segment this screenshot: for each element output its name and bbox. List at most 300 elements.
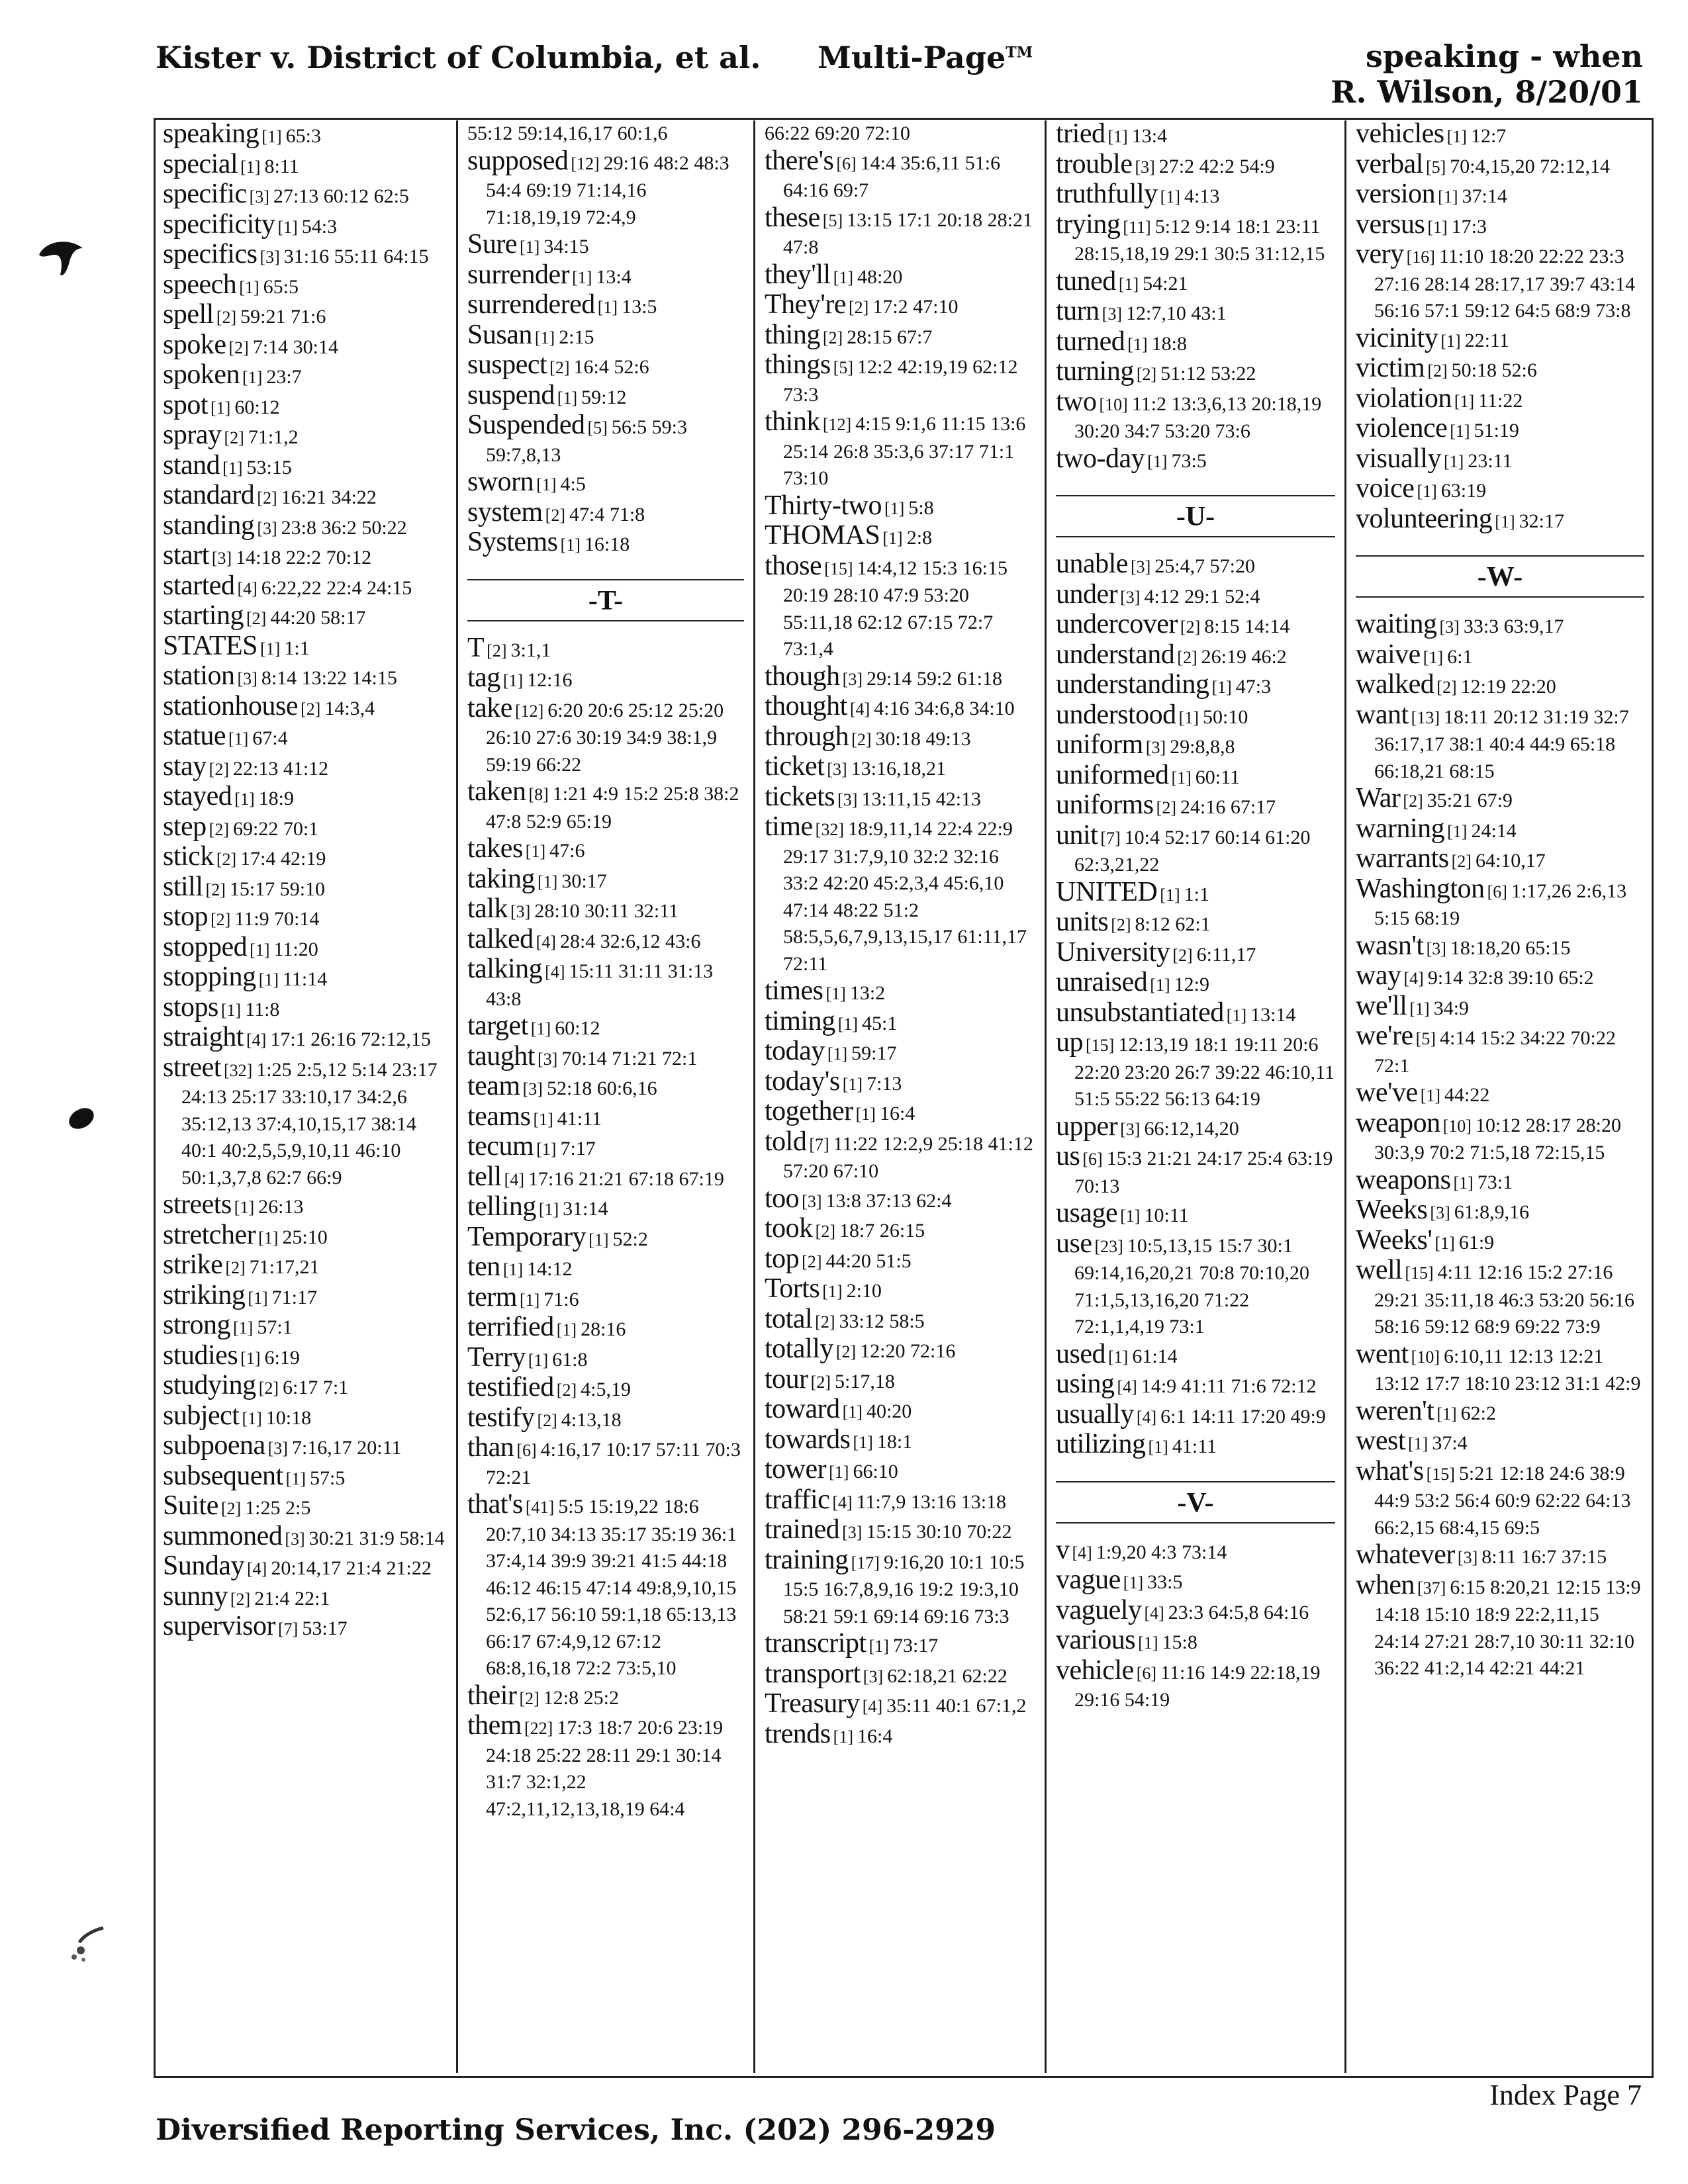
occurrence-count: [1]	[234, 1198, 255, 1217]
occurrence-count: [1]	[1147, 451, 1168, 471]
index-term: Terry	[467, 1342, 526, 1373]
index-entry	[1356, 1197, 1644, 1227]
page-line-refs: 62:18,21 62:22	[887, 1664, 1008, 1687]
page-line-refs: 10:18	[265, 1406, 312, 1429]
index-entry	[765, 1658, 1035, 1691]
occurrence-count: [3]	[837, 790, 858, 809]
page-line-refs: 10:5,13,15 15:7 30:1 69:14,16,20,21 70:8 70:10,20 71:1,5,13,16,20 71:22 72:1,1,4,19 73:1	[1074, 1234, 1310, 1338]
index-entry	[467, 291, 744, 322]
index-entry	[1356, 641, 1644, 672]
occurrence-count: [1]	[1440, 331, 1461, 351]
index-entry	[163, 329, 447, 362]
occurrence-count: [1]	[1120, 1206, 1141, 1226]
page-line-refs: 8:11 16:7 37:15	[1481, 1546, 1607, 1568]
index-term: supposed	[467, 145, 569, 176]
occurrence-count: [3]	[285, 1529, 305, 1549]
index-term: surrendered	[467, 289, 595, 320]
occurrence-count: [1]	[234, 790, 255, 809]
page-line-refs: 60:11	[1195, 766, 1241, 788]
page-line-refs: 70:4,15,20 72:12,14	[1450, 155, 1610, 177]
index-term: totally	[765, 1334, 833, 1364]
index-entry	[163, 630, 447, 663]
page-line-refs: 18:9,11,14 22:4 22:9 29:17 31:7,9,10 32:2 32:16 33:2 42:20 45:2,3,4 45:6,10 47:14 48:22 51:2 58:5,5,6,7,9,13,15,17 61:11,17 72:11	[783, 818, 1027, 975]
occurrence-count: [1]	[853, 1432, 873, 1452]
index-term: special	[163, 148, 238, 179]
occurrence-count: [6]	[1082, 1150, 1103, 1169]
index-term: when	[1356, 1569, 1415, 1600]
index-term: under	[1056, 578, 1118, 610]
occurrence-count: [1]	[1171, 768, 1192, 788]
index-entry	[765, 492, 1035, 523]
occurrence-count: [1]	[536, 475, 557, 494]
occurrence-count: [1]	[1447, 821, 1468, 841]
index-entry	[467, 895, 744, 926]
page-line-refs: 22:11	[1464, 329, 1509, 351]
section-heading	[467, 579, 744, 621]
occurrence-count: [3]	[1135, 157, 1155, 177]
index-entry	[765, 1718, 1035, 1751]
page-line-refs: 40:20	[866, 1400, 912, 1422]
page-line-refs: 34:9	[1433, 997, 1470, 1019]
page-line-refs: 54:21	[1143, 272, 1188, 295]
index-entry	[765, 1544, 1035, 1631]
occurrence-count: [8]	[528, 785, 549, 804]
occurrence-count: [4]	[237, 578, 258, 598]
page-line-refs: 15:11 31:11 31:13 43:8	[486, 960, 714, 1010]
page-line-refs: 52:18 60:6,16	[546, 1077, 657, 1099]
index-term: whatever	[1356, 1539, 1455, 1570]
index-entry	[163, 1460, 447, 1493]
occurrence-count: [1]	[1434, 1233, 1455, 1253]
index-entry	[1056, 876, 1335, 909]
page-line-refs: 12:7	[1470, 125, 1507, 147]
page-line-refs: 1:21 4:9 15:2 25:8 38:2 47:8 52:9 65:19	[486, 783, 739, 833]
occurrence-count: [2]	[815, 1222, 835, 1241]
occurrence-count: [2]	[851, 729, 872, 749]
occurrence-count: [1]	[1127, 334, 1148, 354]
occurrence-count: [12]	[514, 701, 544, 721]
index-entry	[467, 1314, 744, 1344]
index-term: tell	[467, 1161, 502, 1192]
index-entry	[1056, 181, 1335, 211]
page-line-refs: 25:4,7 57:20	[1154, 555, 1255, 577]
index-entry	[1356, 1107, 1644, 1167]
index-column-5	[1344, 120, 1654, 2073]
index-entry	[1056, 1338, 1335, 1371]
index-term: understanding	[1056, 669, 1209, 700]
occurrence-count: [1]	[239, 277, 259, 297]
index-entry	[163, 1312, 447, 1342]
index-term: waiting	[1356, 609, 1437, 639]
index-term: we're	[1356, 1021, 1413, 1051]
index-term: talk	[467, 893, 508, 924]
occurrence-count: [1]	[1226, 1005, 1247, 1025]
index-term: team	[467, 1071, 520, 1101]
occurrence-count: [1]	[557, 388, 578, 408]
index-term: stationhouse	[163, 690, 298, 721]
index-entry	[1056, 936, 1335, 970]
occurrence-count: [3]	[1457, 1548, 1478, 1567]
occurrence-count: [1]	[1436, 1404, 1457, 1424]
index-entry	[1056, 999, 1335, 1030]
occurrence-count: [1]	[277, 217, 298, 237]
page-line-refs: 28:4 32:6,12 43:6	[559, 930, 701, 952]
index-entry	[1056, 1657, 1335, 1714]
occurrence-count: [2]	[487, 641, 507, 660]
index-entry	[163, 482, 447, 512]
occurrence-count: [2]	[1180, 617, 1201, 637]
index-term: ten	[467, 1251, 500, 1282]
index-term: using	[1056, 1369, 1115, 1399]
page-line-refs: 6:20 20:6 25:12 25:20 26:10 27:6 30:19 34:9 38:1,9 59:19 66:22	[486, 699, 724, 776]
index-term: spell	[163, 299, 214, 330]
index-term: top	[765, 1243, 800, 1274]
index-term: vague	[1056, 1565, 1121, 1595]
index-entry	[467, 1281, 744, 1314]
index-term: T	[467, 632, 485, 663]
occurrence-count: [3]	[267, 1439, 288, 1458]
occurrence-count: [2]	[224, 428, 244, 447]
section-heading	[1056, 1481, 1335, 1524]
index-entry	[1356, 611, 1644, 641]
page-line-refs: 71:6	[543, 1288, 579, 1310]
page-line-refs: 45:1	[862, 1012, 898, 1034]
occurrence-count: [32]	[815, 820, 844, 839]
index-entry	[163, 1372, 447, 1402]
page-line-refs: 11:16 14:9 22:18,19 29:16 54:19	[1074, 1661, 1321, 1711]
occurrence-count: [17]	[851, 1553, 880, 1572]
page-line-refs: 6:22,22 22:4 24:15	[261, 576, 412, 599]
index-term: tour	[765, 1363, 808, 1394]
page-line-refs: 41:11	[1172, 1435, 1217, 1457]
index-entry	[467, 412, 744, 469]
index-entry	[467, 632, 744, 665]
index-term: warning	[1356, 813, 1445, 844]
index-entry	[163, 964, 447, 994]
page-line-refs: 13:5	[622, 296, 657, 318]
occurrence-count: [5]	[822, 210, 843, 230]
occurrence-count: [7]	[1100, 828, 1121, 848]
index-entry	[163, 1054, 447, 1192]
index-entry	[467, 1221, 744, 1254]
page-line-refs: 30:18 49:13	[875, 727, 971, 750]
occurrence-count: [16]	[1406, 248, 1435, 267]
page-line-refs: 5:8	[908, 496, 934, 519]
index-entry	[163, 1191, 447, 1222]
page-line-refs: 6:10,11 12:13 12:21 13:12 17:7 18:10 23:12 31:1 42:9	[1374, 1345, 1641, 1394]
page-line-refs: 31:16 55:11 64:15	[283, 246, 429, 267]
page-line-refs: 14:3,4	[324, 697, 375, 719]
index-entry	[765, 1128, 1035, 1185]
index-term: went	[1356, 1338, 1409, 1369]
index-term: tuned	[1056, 265, 1116, 296]
occurrence-count: [1]	[519, 1290, 540, 1310]
occurrence-count: [10]	[1442, 1116, 1472, 1136]
occurrence-count: [1]	[1444, 451, 1464, 471]
index-term: suspect	[467, 349, 547, 380]
section-letter: -T-	[588, 585, 624, 616]
page-line-refs: 4:5,19	[581, 1379, 631, 1400]
index-entry	[1056, 445, 1335, 476]
page-line-refs: 35:21 67:9	[1427, 790, 1513, 811]
index-entry	[163, 389, 447, 422]
occurrence-count: [1]	[842, 1074, 863, 1094]
index-term: strike	[163, 1250, 223, 1280]
index-term: two-day	[1056, 443, 1145, 474]
index-entry	[765, 813, 1035, 978]
page-line-refs: 59:12	[581, 386, 627, 408]
occurrence-count: [4]	[1072, 1543, 1092, 1563]
occurrence-count: [37]	[1417, 1578, 1446, 1598]
occurrence-count: [1]	[1107, 127, 1128, 146]
index-term: verbal	[1356, 148, 1423, 179]
occurrence-count: [2]	[1436, 678, 1457, 697]
page-line-refs: 10:11	[1144, 1205, 1189, 1226]
index-entry	[765, 550, 1035, 663]
index-term: trying	[1056, 208, 1121, 240]
occurrence-count: [1]	[538, 1200, 559, 1219]
page-line-refs: 13:16,18,21	[851, 758, 946, 780]
index-term: two	[1056, 386, 1097, 417]
occurrence-count: [23]	[1094, 1236, 1123, 1256]
index-term: there's	[765, 145, 834, 176]
index-term: well	[1356, 1255, 1403, 1285]
index-entry	[1356, 503, 1644, 536]
page-line-refs: 14:18 22:2 70:12	[236, 547, 372, 569]
index-entry	[467, 1073, 744, 1103]
page-line-refs: 8:11	[264, 155, 299, 177]
index-entry	[467, 1040, 744, 1073]
index-column-3	[753, 120, 1045, 2073]
occurrence-count: [1]	[882, 529, 903, 548]
index-entry	[1356, 241, 1644, 325]
index-term: think	[765, 406, 820, 437]
page-line-refs: 12:9	[1174, 974, 1209, 995]
index-term: Thirty-two	[765, 490, 882, 521]
page-line-refs: 11:9 70:14	[234, 908, 320, 930]
index-term: voice	[1356, 473, 1415, 504]
index-entry	[765, 978, 1035, 1008]
occurrence-count: [11]	[1123, 217, 1151, 237]
index-term: what's	[1356, 1455, 1424, 1486]
index-entry	[765, 1336, 1035, 1366]
page-line-refs: 8:14 13:22 14:15	[261, 667, 397, 689]
index-entry	[467, 1163, 744, 1194]
index-term: STATES	[163, 630, 258, 661]
page-line-refs: 35:11 40:1 67:1,2	[886, 1695, 1027, 1717]
occurrence-count: [15]	[1426, 1464, 1455, 1484]
index-entry	[765, 1098, 1035, 1128]
index-entry	[163, 662, 447, 693]
index-entry	[1356, 930, 1644, 963]
index-term: stop	[163, 901, 209, 932]
occurrence-count: [22]	[524, 1719, 553, 1738]
page-line-refs: 23:3 64:5,8 64:16	[1168, 1601, 1309, 1623]
index-entry	[1056, 759, 1335, 792]
occurrence-count: [12]	[571, 154, 600, 173]
page-line-refs: 13:15 17:1 20:18 28:21 47:8	[783, 208, 1033, 258]
page-line-refs: 14:4 35:6,11 51:6 64:16 69:7	[783, 152, 1001, 201]
index-entry	[163, 843, 447, 874]
occurrence-count: [2]	[209, 759, 229, 779]
index-term: street	[163, 1052, 221, 1083]
page-line-refs: 71:17,21	[249, 1256, 320, 1278]
occurrence-count: [1]	[597, 298, 618, 317]
occurrence-count: [1]	[211, 398, 231, 418]
occurrence-count: [2]	[257, 488, 277, 508]
index-term: Treasury	[765, 1688, 860, 1719]
page-line-refs: 70:14 71:21 72:1	[561, 1047, 698, 1069]
index-term: stay	[163, 751, 207, 782]
occurrence-count: [3]	[211, 549, 232, 568]
occurrence-count: [1]	[1123, 1573, 1144, 1592]
index-entry	[163, 690, 447, 723]
occurrence-count: [2]	[1156, 798, 1176, 817]
index-entry	[765, 1243, 1035, 1276]
index-term: specific	[163, 179, 247, 209]
occurrence-count: [2]	[246, 609, 267, 628]
index-term: tecum	[467, 1131, 534, 1161]
page-line-refs: 30:21 31:9 58:14	[308, 1527, 445, 1549]
occurrence-count: [3]	[1145, 738, 1166, 757]
occurrence-count: [1]	[242, 368, 263, 387]
index-entry	[765, 1690, 1035, 1721]
page-line-refs: 4:16 34:6,8 34:10	[874, 698, 1015, 719]
page-line-refs: 4:12 29:1 52:4	[1144, 585, 1260, 608]
index-term: Weeks	[1356, 1195, 1428, 1225]
index-term: sunny	[163, 1580, 228, 1612]
index-term: stopping	[163, 962, 256, 992]
occurrence-count: [1]	[1108, 1347, 1129, 1367]
index-term: understood	[1056, 699, 1176, 730]
index-entry	[1356, 1164, 1644, 1197]
occurrence-count: [1]	[261, 127, 282, 146]
page-line-refs: 13:4	[596, 265, 632, 288]
index-entry	[765, 1426, 1035, 1457]
index-entry	[163, 512, 447, 543]
index-entry	[1356, 873, 1644, 933]
page-line-refs: 24:16 67:17	[1180, 796, 1276, 818]
occurrence-count: [2]	[835, 1342, 857, 1361]
occurrence-count: [1]	[220, 1000, 242, 1020]
index-entry	[765, 693, 1035, 723]
page-line-refs: 4:11 12:16 15:2 27:16 29:21 35:11,18 46:3 53:20 56:16 58:16 59:12 68:9 69:22 73:9	[1374, 1261, 1635, 1338]
index-term: through	[765, 721, 849, 752]
occurrence-count: [2]	[815, 1312, 835, 1332]
index-term: subpoena	[163, 1430, 265, 1461]
index-entry	[1056, 265, 1335, 298]
index-entry	[765, 408, 1035, 492]
index-entry	[1056, 208, 1335, 268]
occurrence-count: [1]	[1150, 976, 1170, 995]
page-line-refs: 27:13 60:12 62:5	[273, 185, 409, 207]
page-line-refs: 1:25 2:5	[245, 1497, 311, 1519]
index-entry	[467, 664, 744, 695]
page-line-refs: 13:8 37:13 62:4	[825, 1189, 952, 1212]
page-line-refs: 26:13	[258, 1196, 304, 1218]
index-entry	[163, 1432, 447, 1463]
occurrence-count: [1]	[502, 1260, 524, 1279]
index-entry	[163, 1251, 447, 1282]
index-term: up	[1056, 1027, 1083, 1058]
page-line-refs: 12:20 72:16	[860, 1340, 956, 1362]
index-term: though	[765, 660, 840, 692]
page-line-refs: 12:7,10 43:1	[1125, 302, 1227, 324]
page-line-refs: 25:10	[282, 1226, 328, 1248]
occurrence-count: [3]	[257, 518, 277, 538]
page-line-refs: 31:14	[563, 1198, 608, 1220]
index-entry	[1056, 298, 1335, 328]
occurrence-count: [3]	[1430, 1203, 1450, 1222]
index-entry	[1056, 1567, 1335, 1597]
page-line-refs: 12:13,19 18:1 19:11 20:6 22:20 23:20 26:7 39:22 46:10,11 51:5 55:22 56:13 64:19	[1074, 1034, 1335, 1110]
index-entry	[163, 783, 447, 813]
occurrence-count: [3]	[1439, 617, 1460, 637]
occurrence-count: [1]	[825, 984, 846, 1003]
index-entry	[163, 542, 447, 572]
index-entry	[1056, 551, 1335, 581]
index-term: victim	[1356, 353, 1425, 383]
index-term: transport	[765, 1658, 861, 1689]
index-entry	[1056, 328, 1335, 359]
index-entry	[765, 1038, 1035, 1068]
page-line-refs: 22:13 41:12	[232, 757, 329, 780]
index-term: subsequent	[163, 1460, 283, 1491]
occurrence-count: [4]	[246, 1030, 267, 1050]
occurrence-count: [3]	[1426, 938, 1446, 958]
index-entry	[467, 692, 744, 779]
occurrence-count: [1]	[1138, 1633, 1158, 1653]
index-entry	[765, 319, 1035, 352]
index-entry	[765, 1396, 1035, 1426]
occurrence-count: [1]	[525, 842, 546, 861]
page-line-refs: 4:13,18	[561, 1408, 622, 1431]
index-term: toward	[765, 1394, 840, 1424]
page-line-refs: 44:22	[1444, 1084, 1490, 1106]
index-term: turned	[1056, 326, 1125, 357]
index-term: surrender	[467, 259, 570, 290]
page-line-refs: 28:16	[581, 1318, 626, 1340]
index-entry	[1356, 671, 1644, 702]
occurrence-count: [1]	[1453, 1173, 1474, 1193]
index-term: striking	[163, 1279, 246, 1310]
index-entry	[1356, 990, 1644, 1023]
page-line-refs: 12:2 42:19,19 62:12 73:3	[783, 356, 1018, 406]
occurrence-count: [1]	[1420, 1086, 1441, 1105]
page-line-refs: 63:19	[1440, 480, 1487, 502]
index-term: specifics	[163, 239, 258, 269]
page-line-refs: 11:22 12:2,9 25:18 41:12 57:20 67:10	[783, 1132, 1033, 1182]
occurrence-count: [3]	[237, 669, 258, 688]
page-line-refs: 16:4 52:6	[573, 356, 649, 378]
index-entry	[467, 145, 744, 232]
index-entry	[1356, 1455, 1644, 1542]
page-line-refs: 5:17,18	[834, 1370, 895, 1392]
index-entry	[163, 903, 447, 934]
index-entry	[1056, 969, 1335, 999]
page-line-refs: 16:18	[584, 533, 630, 555]
page-line-refs: 17:4 42:19	[240, 848, 326, 870]
occurrence-count: [1]	[837, 1014, 859, 1034]
index-term: taught	[467, 1040, 535, 1071]
index-term: today's	[765, 1066, 840, 1097]
page-line-refs: 13:14	[1250, 1003, 1296, 1026]
page-line-refs: 11:2 13:3,6,13 20:18,19 30:20 34:7 53:20 73:6	[1074, 392, 1322, 442]
occurrence-count: [2]	[519, 1688, 539, 1708]
page-line-refs: 20:14,17 21:4 21:22	[271, 1557, 432, 1579]
occurrence-count: [1]	[1408, 1434, 1429, 1453]
occurrence-count: [2]	[1136, 365, 1157, 384]
